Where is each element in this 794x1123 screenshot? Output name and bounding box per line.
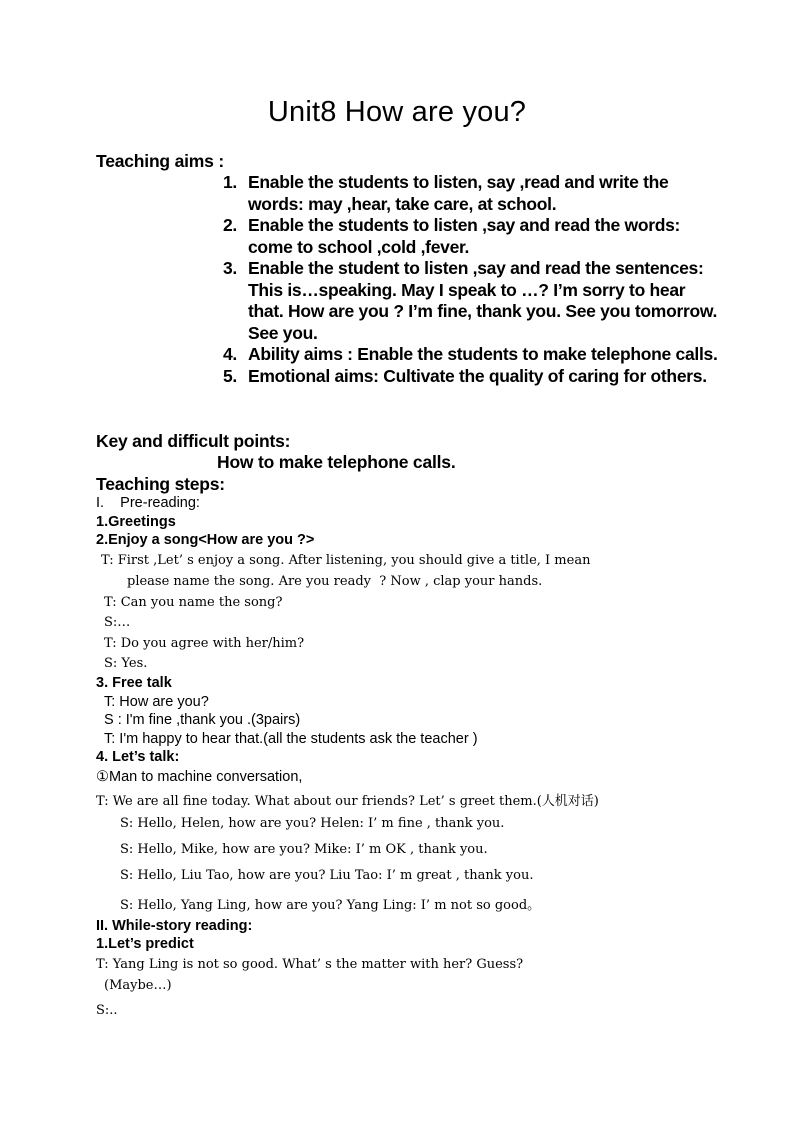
section-while-story-reading: II. While-story reading: xyxy=(96,918,253,934)
dialogue-line: T: First ,Let’ s enjoy a song. After listening, you should give a title, I mean xyxy=(101,553,591,568)
dialogue-line: S: Hello, Mike, how are you? Mike: I’ m OK , thank you. xyxy=(120,842,488,857)
machine-conversation-label: ①Man to machine conversation, xyxy=(96,769,303,785)
dialogue-line: (Maybe…) xyxy=(104,978,172,993)
dialogue-line: T: Do you agree with her/him? xyxy=(104,636,305,651)
teaching-aims-heading: Teaching aims : xyxy=(96,151,224,171)
aim-item: 1. Enable the students to listen, say ,read and write the words: may ,hear, take care, at school. xyxy=(223,172,669,214)
dialogue-line: S : I'm fine ,thank you .(3pairs) xyxy=(104,712,301,728)
dialogue-line: T: We are all fine today. What about our friends? Let’ s greet them.(人机对话) xyxy=(96,794,599,809)
dialogue-line: S:.. xyxy=(96,1003,118,1018)
step-lets-talk: 4. Let’s talk: xyxy=(96,749,180,765)
aim-item: 4. Ability aims : Enable the students to make telephone calls. xyxy=(223,344,718,364)
key-points-text: How to make telephone calls. xyxy=(217,452,456,472)
dialogue-line: T: I'm happy to hear that.(all the students ask the teacher ) xyxy=(104,731,478,747)
dialogue-line: S: Hello, Yang Ling, how are you? Yang Ling: I’ m not so good。 xyxy=(120,898,541,913)
dialogue-line: please name the song. Are you ready ? Now , clap your hands. xyxy=(127,574,543,589)
dialogue-line: S: Yes. xyxy=(104,656,148,671)
aim-item: 3. Enable the student to listen ,say and read the sentences: This is…speaking. May I speak to …? I’m sorry to hear that. How are you ? I’m fine, thank you. See you tomorrow. See you. xyxy=(223,258,718,343)
key-points-heading: Key and difficult points: xyxy=(96,431,291,451)
teaching-steps-heading: Teaching steps: xyxy=(96,474,225,494)
teaching-aims-list xyxy=(223,172,718,387)
step-greetings: 1.Greetings xyxy=(96,514,176,530)
step-free-talk: 3. Free talk xyxy=(96,675,172,691)
aim-item: 5. Emotional aims: Cultivate the quality of caring for others. xyxy=(223,365,707,386)
dialogue-line: S:… xyxy=(104,615,131,630)
dialogue-line: T: Can you name the song? xyxy=(104,595,283,610)
aim-item: 2. Enable the students to listen ,say and read the words: come to school ,cold ,fever. xyxy=(223,215,681,257)
dialogue-line: T: Yang Ling is not so good. What’ s the matter with her? Guess? xyxy=(96,957,524,972)
step-lets-predict: 1.Let’s predict xyxy=(96,936,194,952)
dialogue-line: T: How are you? xyxy=(104,694,209,710)
page-title: Unit8 How are you? xyxy=(267,96,527,128)
section-pre-reading: I. Pre-reading: xyxy=(96,495,200,511)
dialogue-line: S: Hello, Helen, how are you? Helen: I’ m fine , thank you. xyxy=(120,816,505,831)
step-enjoy-song: 2.Enjoy a song<How are you ?> xyxy=(96,532,315,548)
dialogue-line: S: Hello, Liu Tao, how are you? Liu Tao: I’ m great , thank you. xyxy=(120,868,534,883)
